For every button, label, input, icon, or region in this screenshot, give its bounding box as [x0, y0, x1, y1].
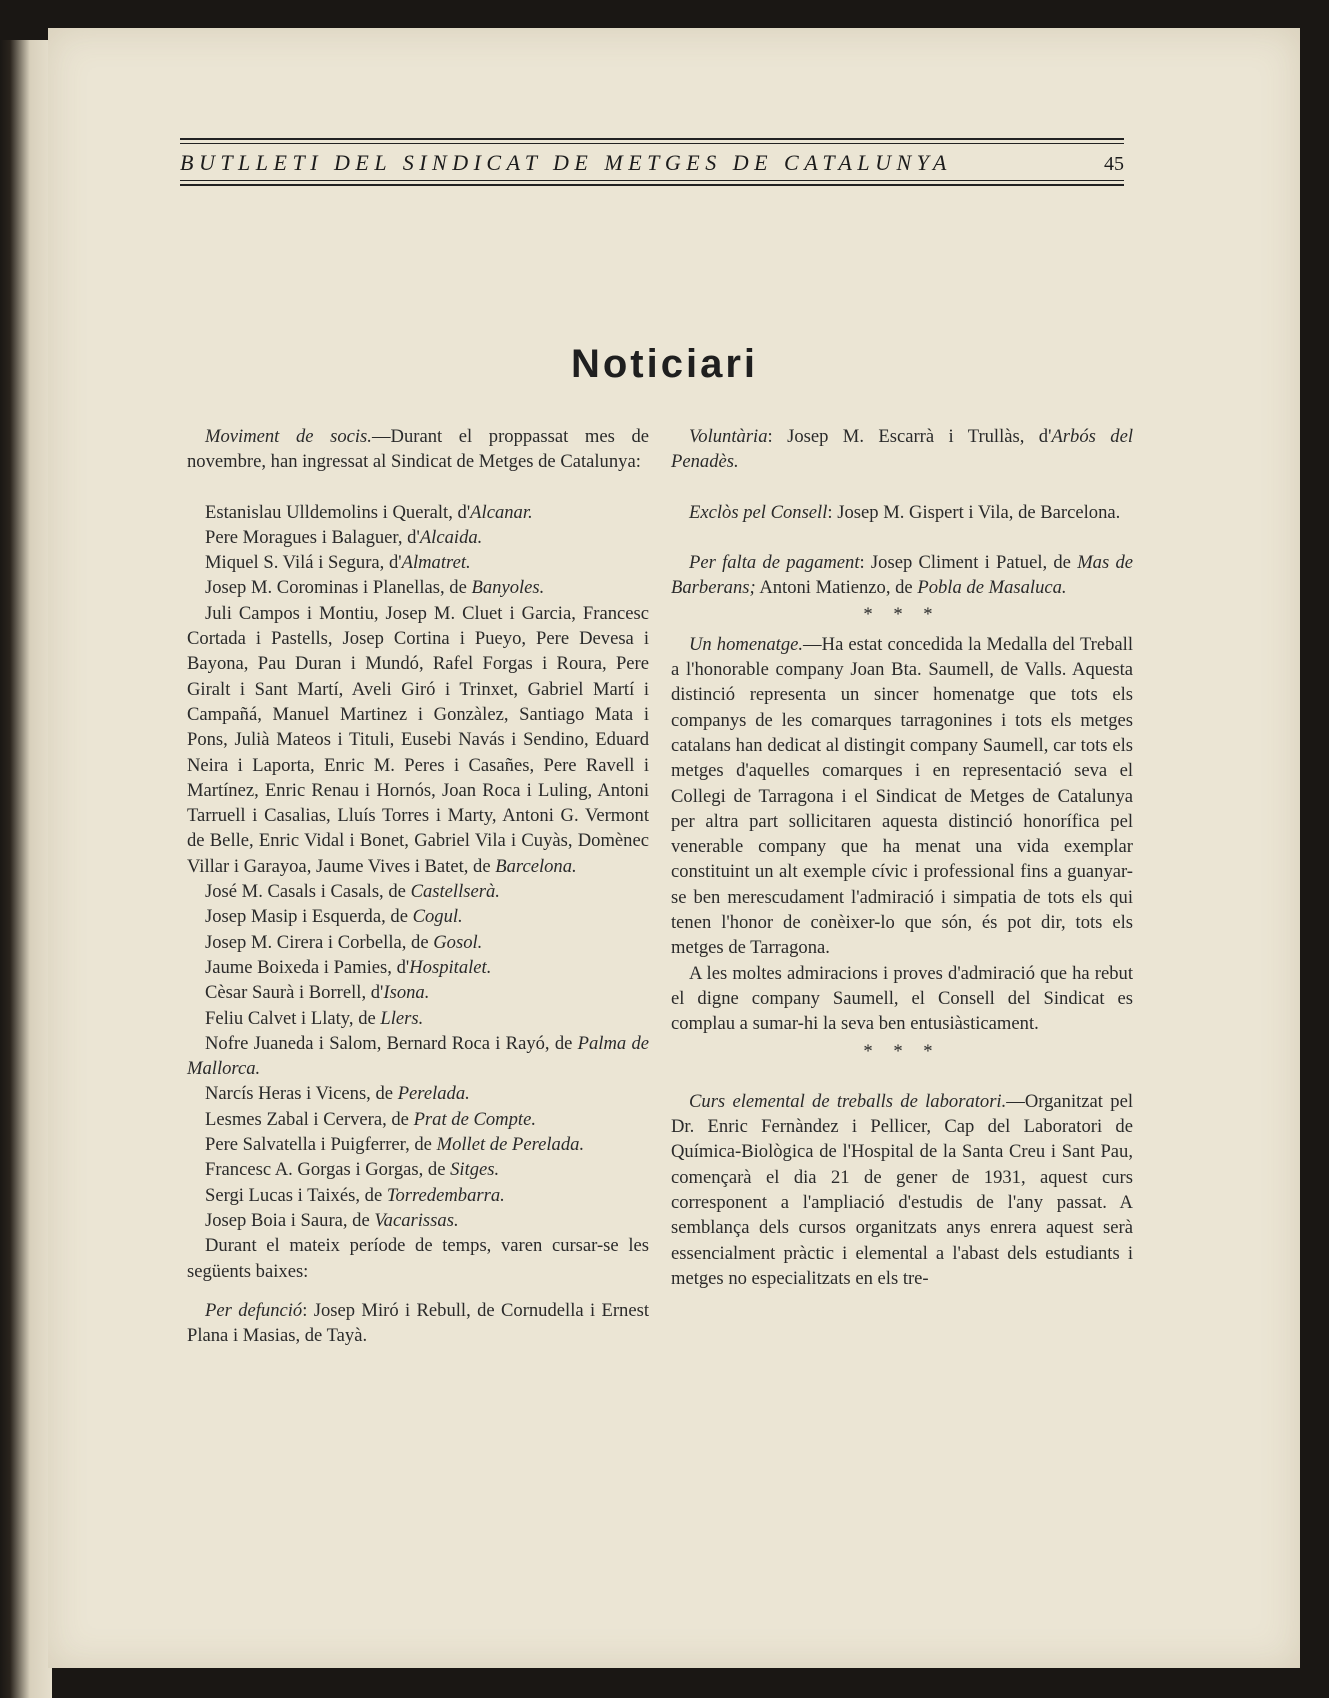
member-place: Perelada.	[397, 1083, 470, 1105]
member-place: Almatret.	[401, 552, 471, 574]
voluntaria-label: Voluntària	[689, 426, 768, 447]
right-column	[671, 424, 1133, 1291]
curs-text: —Organitzat pel Dr. Enric Fernàndez i Pellicer, Cap del Laboratori de Química-Biològica de l'Hospital de la Santa Creu i Sant Pau, començarà el dia 21 de gener de 1931, aquest curs corresponent a l'ampliació d'estudis de l'any passat. A semblança dels cursos organitzats anys enrera aquest serà essencialment pràctic i elemental a l'abast dels estudiants i metges no especialitzats en els tre-	[671, 1090, 1133, 1289]
moviment-paragraph	[187, 424, 649, 475]
section-separator-1: * * *	[863, 604, 941, 626]
member-place: Torredembarra.	[386, 1184, 505, 1206]
member-place: Prat de Compte.	[413, 1108, 536, 1130]
falta-paragraph	[671, 550, 1133, 601]
left-column	[187, 424, 649, 1348]
section-title: Noticiari	[570, 342, 759, 386]
member-place: Mollet de Perelada.	[436, 1134, 585, 1156]
member-entry	[187, 601, 649, 879]
member-entry	[187, 980, 649, 1005]
member-entry	[187, 500, 649, 525]
moviment-text: —Durant el proppassat mes de novembre, han ingressat al Sindicat de Metges de Catalunya:	[187, 426, 650, 473]
page-number: 45	[1104, 153, 1124, 175]
member-entry	[187, 955, 649, 980]
running-header	[180, 138, 1124, 186]
member-entry	[187, 1132, 649, 1157]
member-entry	[187, 1081, 649, 1106]
member-names: Josep M. Cirera i Corbella, de	[205, 931, 434, 953]
curs-paragraph	[671, 1089, 1133, 1291]
book-spine	[0, 40, 52, 1698]
member-names: Nofre Juaneda i Salom, Bernard Roca i Rayó, de	[205, 1032, 578, 1054]
member-names: Pere Moragues i Balaguer, d'	[205, 526, 420, 548]
member-names: Sergi Lucas i Taixés, de	[205, 1184, 387, 1206]
exclos-paragraph	[671, 500, 1133, 525]
baixes-intro: Durant el mateix període de temps, varen cursar-se les següents baixes:	[187, 1235, 649, 1282]
member-entry	[187, 879, 649, 904]
falta-label: Per falta de pagament	[689, 551, 860, 573]
member-place: Sitges.	[450, 1159, 500, 1181]
member-place: Hospitalet.	[409, 956, 492, 978]
falta-text-2: Antoni Matienzo, de	[755, 577, 918, 599]
homenatge-paragraph	[671, 632, 1133, 961]
voluntaria-paragraph	[671, 424, 1133, 475]
exclos-label: Exclòs pel Consell	[689, 501, 828, 523]
member-names: Francesc A. Gorgas i Gorgas, de	[205, 1159, 451, 1181]
member-names: Pere Salvatella i Puigferrer, de	[205, 1134, 437, 1156]
journal-title: BUTLLETI DEL SINDICAT DE METGES DE CATALUNYA	[180, 150, 952, 175]
member-place: Banyoles.	[471, 577, 545, 599]
header-rule-bottom-thin	[180, 180, 1124, 181]
member-entry	[187, 1157, 649, 1182]
defuncio-label: Per defunció	[205, 1299, 303, 1321]
member-place: Cogul.	[412, 906, 463, 928]
member-place: Vacarissas.	[374, 1209, 459, 1231]
moviment-label: Moviment de socis.	[205, 426, 372, 447]
member-entry	[187, 550, 649, 575]
member-entry	[187, 525, 649, 550]
member-names: Narcís Heras i Vicens, de	[205, 1083, 398, 1105]
member-names: Josep M. Corominas i Planellas, de	[205, 577, 472, 599]
member-place: Llers.	[380, 1007, 424, 1029]
voluntaria-place: Arbós del Penadès.	[671, 426, 1133, 473]
member-names: Feliu Calvet i Llaty, de	[205, 1007, 381, 1029]
section-separator-2: * * *	[863, 1040, 941, 1062]
member-names: José M. Casals i Casals, de	[205, 881, 411, 903]
member-place: Gosol.	[433, 931, 483, 953]
member-entry	[187, 1183, 649, 1208]
member-names: Lesmes Zabal i Cervera, de	[205, 1108, 414, 1130]
member-place: Barcelona.	[495, 855, 577, 877]
member-names: Jaume Boixeda i Pamies, d'	[205, 956, 410, 978]
member-entry	[187, 904, 649, 929]
member-entry	[187, 1208, 649, 1233]
defuncio-text: : Josep Miró i Rebull, de Cornudella i Ernest Plana i Masias, de Tayà.	[187, 1299, 649, 1347]
member-names: Cèsar Saurà i Borrell, d'	[205, 982, 384, 1004]
member-place: Alcanar.	[470, 501, 533, 523]
homenatge-label: Un homenatge.	[689, 633, 804, 655]
header-rule-bottom	[180, 184, 1124, 186]
homenatge-text: —Ha estat concedida la Medalla del Treball a l'honorable company Joan Bta. Saumell, de Valls. Aquesta distinció representa un sincer homenatge que tots els companys de les comarques tarragonines i tots els metges catalans han dedicat al distingit company Saumell, car tots els metges d'aquelles comarques i en representació seva el Collegi de Tarragona i el Sindicat de Metges de Catalunya per altra part sollicitaren aquesta distinció honorífica pel venerable company que ha menat una vida exemplar constituint un alt exemple cívic i professional fins a guanyar-se ben merescudament l'admiració i simpatia de tots els qui tenen l'honor de conèixer-lo que són, és pot dir, tots els metges de Tarragona.	[671, 633, 1133, 959]
falta-place-2: Pobla de Masaluca.	[917, 577, 1067, 599]
member-names: Miquel S. Vilá i Segura, d'	[205, 552, 402, 574]
member-place: Castellserà.	[410, 881, 500, 903]
member-names: Josep Masip i Esquerda, de	[205, 906, 413, 928]
defuncio-paragraph	[187, 1298, 649, 1349]
exclos-text: : Josep M. Gispert i Vila, de Barcelona.	[827, 501, 1121, 523]
member-entry	[187, 1031, 649, 1082]
member-names: Josep Boia i Saura, de	[205, 1209, 375, 1231]
member-entry	[187, 1006, 649, 1031]
falta-text-1: : Josep Climent i Patuel, de	[859, 551, 1078, 573]
member-place: Isona.	[383, 982, 430, 1004]
member-names: Estanislau Ulldemolins i Queralt, d'	[205, 501, 471, 523]
curs-label: Curs elemental de treballs de laboratori.	[689, 1090, 1007, 1112]
member-place: Palma de Mallorca.	[187, 1032, 649, 1080]
member-names: Juli Campos i Montiu, Josep M. Cluet i Garcia, Francesc Cortada i Pastells, Josep Cortina i Pueyo, Pere Devesa i Bayona, Pau Duran i Mundó, Rafel Forgas i Roura, Pere Giralt i Sant Martí, Aveli Giró i Trinxet, Gabriel Martí i Campañá, Manuel Martinez i Gonzàlez, Santiago Mata i Pons, Julià Mateos i Tituli, Eusebi Navás i Sendino, Eduard Neira i Laporta, Enric M. Peres i Casañes, Pere Ravell i Martínez, Enric Renau i Hornós, Joan Roca i Luling, Antoni Tarruell i Casalias, Lluís Torres i Marty, Antoni G. Vermont de Belle, Enric Vidal i Bonet, Gabriel Vila i Cuyàs, Domènec Villar i Garayoa, Jaume Vives i Batet, de	[187, 602, 649, 877]
voluntaria-text: : Josep M. Escarrà i Trullàs, d'	[767, 426, 1052, 447]
member-entry	[187, 575, 649, 600]
member-entry	[187, 1107, 649, 1132]
members-list	[187, 500, 649, 1234]
member-entry	[187, 930, 649, 955]
header-rule-top	[180, 138, 1124, 140]
homenatge-paragraph-2: A les moltes admiracions i proves d'admiració que ha rebut el digne company Saumell, el Consell del Sindicat es complau a sumar-hi la seva ben entusiàsticament.	[671, 962, 1133, 1035]
member-place: Alcaida.	[419, 526, 483, 548]
falta-place-1: Mas de Barberans;	[671, 551, 1133, 599]
